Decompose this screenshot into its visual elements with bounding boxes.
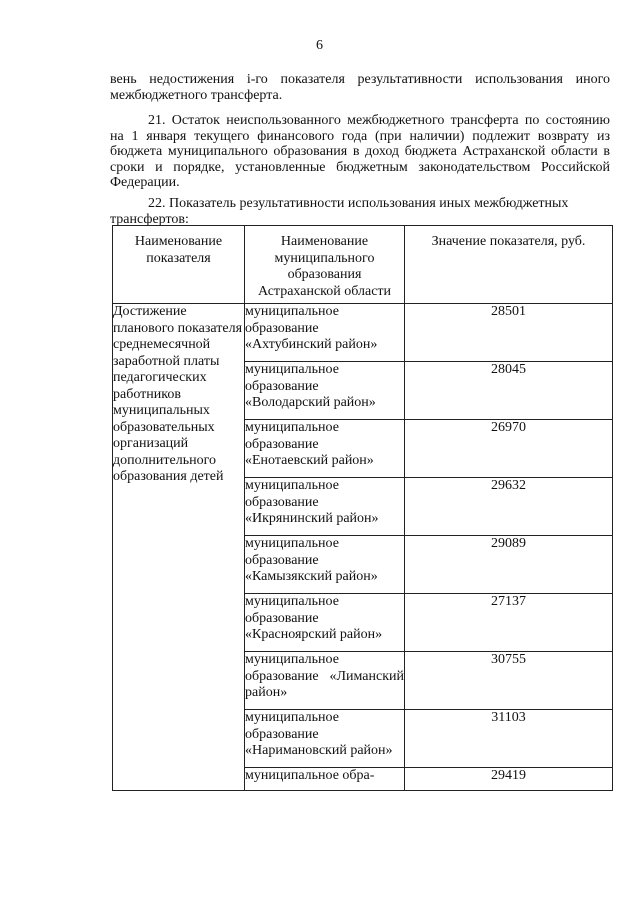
municipality-cell: муниципальное образование «Икрянинский район» [245, 478, 405, 536]
table-row [113, 304, 613, 362]
value-cell: 28045 [405, 362, 613, 420]
value-cell: 29089 [405, 536, 613, 594]
municipality-cell: муниципальное образование «Ахтубинский район» [245, 304, 405, 362]
municipality-cell: муниципальное образование «Наримановский район» [245, 710, 405, 768]
paragraph-22 [110, 196, 610, 227]
municipality-cell: муниципальное образование «Лиманский район» [245, 652, 405, 710]
value-cell: 28501 [405, 304, 613, 362]
indicators-table [112, 225, 613, 791]
municipality-cell: муниципальное образование «Володарский район» [245, 362, 405, 420]
page-number: 6 [316, 38, 323, 53]
value-cell: 27137 [405, 594, 613, 652]
paragraph-continuation: вень недостижения i-го показателя результативности использования иного межбюджетного трансферта. [110, 72, 610, 103]
municipality-cell: муниципальное образование «Камызякский район» [245, 536, 405, 594]
value-cell: 30755 [405, 652, 613, 710]
value-cell: 29419 [405, 768, 613, 791]
header-indicator-name: Наименование показателя [113, 226, 245, 304]
paragraph-21: 21. Остаток неиспользованного межбюджетного трансферта по состоянию на 1 января текущего финансового года (при наличии) подлежит возврату из бюджета муниципального образования в доход бюджета Астраханской области в сроки и порядке, установленные бюджетным законодательством Российской Федерации. [110, 113, 610, 191]
municipality-cell: муниципальное образование «Енотаевский район» [245, 420, 405, 478]
value-cell: 31103 [405, 710, 613, 768]
municipality-cell: муниципальное обра- [245, 768, 405, 791]
paragraph-22-continuation: трансфертов: [110, 211, 189, 227]
header-municipality-name: Наименование муниципального образования Астраханской области [245, 226, 405, 304]
value-cell: 29632 [405, 478, 613, 536]
municipality-cell: муниципальное образование «Красноярский район» [245, 594, 405, 652]
value-cell: 26970 [405, 420, 613, 478]
table-header-row [113, 226, 613, 304]
indicator-name-cell: Достижение планового показателя среднемесячной заработной платы педагогических работников муниципальных образовательных организаций дополнительного образования детей [113, 304, 245, 791]
paragraph-22-text: 22. Показатель результативности использования иных межбюджетных [148, 196, 569, 211]
header-indicator-value: Значение показателя, руб. [405, 226, 613, 304]
